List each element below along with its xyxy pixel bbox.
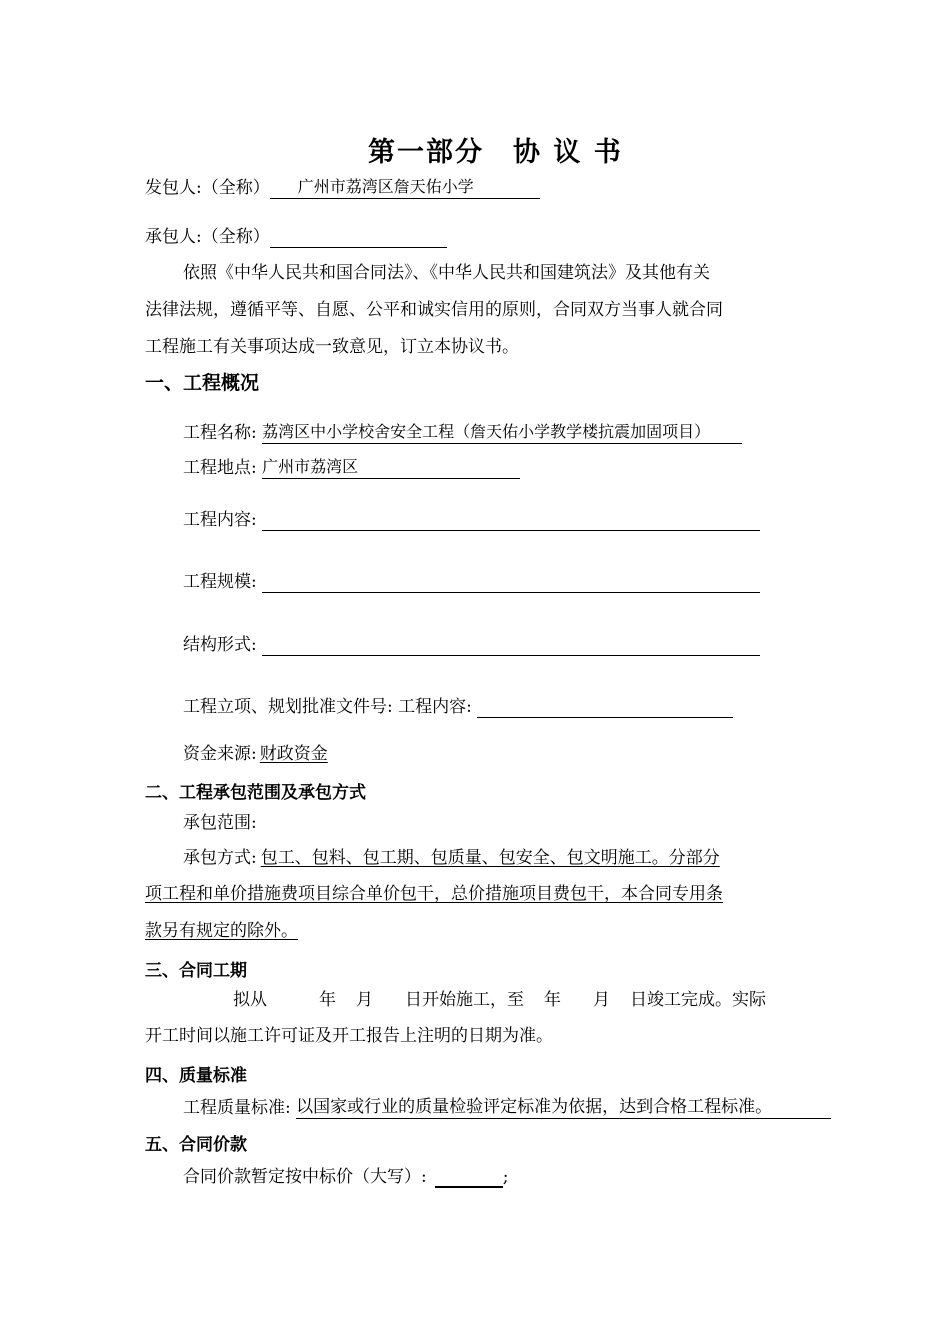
project-location-field[interactable] [262,456,520,479]
price-label: 合同价款暂定按中标价（大写）: [183,1167,427,1187]
section1-heading: 一、工程概况 [145,372,260,394]
price-end: ; [502,1167,509,1187]
term-start-label: 日开始施工，至 [405,990,524,1010]
page-title: 第一部分 协 议 书 [368,137,623,168]
term-year2-label: 年 [544,990,561,1010]
mode-label: 承包方式: [183,848,257,868]
project-scale-line [183,570,760,593]
project-name-line [183,421,742,444]
project-name-field[interactable] [262,421,742,444]
structure-field[interactable] [262,633,760,656]
quality-label: 工程质量标准: [183,1098,291,1118]
section2-heading: 二、工程承包范围及承包方式 [145,783,366,803]
employer-value: 广州市荔湾区詹天佑小学 [297,177,474,196]
structure-line [183,633,760,656]
approval-label: 工程立项、规划批准文件号: 工程内容: [183,697,472,717]
term-end-label: 日竣工完成。实际 [630,990,766,1010]
term-year-label: 年 [319,990,336,1010]
section4-heading: 四、质量标准 [145,1066,247,1086]
term-month2-label: 月 [593,990,610,1010]
scope-label: 承包范围: [183,813,257,833]
term-line-1 [233,989,766,1011]
project-location-line [183,456,520,479]
quality-line [183,1096,831,1119]
contractor-label: 承包人:（全称） [145,227,270,247]
contractor-line [145,225,447,248]
section3-heading: 三、合同工期 [145,961,247,981]
project-name-label: 工程名称: [183,423,257,443]
employer-line [145,176,540,199]
mode-text-2: 项工程和单价措施费项目综合单价包干，总价措施项目费包干，本合同专用条 [145,884,723,904]
term-month-label: 月 [356,990,373,1010]
contractor-field[interactable] [270,225,447,248]
intro-line-2: 法律法规，遵循平等、自愿、公平和诚实信用的原则，合同双方当事人就合同 [145,300,723,320]
project-location-label: 工程地点: [183,458,257,478]
employer-label: 发包人:（全称） [145,178,270,198]
employer-field[interactable] [270,176,540,199]
mode-text-1: 包工、包料、包工期、包质量、包安全、包文明施工。分部分 [260,848,720,868]
term-from-label: 拟从 [233,990,267,1010]
funding-line [183,743,328,765]
mode-text-3: 款另有规定的除外。 [145,921,298,941]
project-scale-field[interactable] [262,570,760,593]
funding-label: 资金来源: [183,744,257,764]
project-content-label: 工程内容: [183,510,257,530]
approval-line [183,695,733,718]
project-content-line [183,508,760,531]
project-location-value: 广州市荔湾区 [262,457,359,476]
project-name-value: 荔湾区中小学校舍安全工程（詹天佑小学教学楼抗震加固项目） [262,422,711,441]
price-field[interactable] [435,1164,503,1188]
approval-field[interactable] [477,695,733,718]
project-scale-label: 工程规模: [183,572,257,592]
price-line [183,1164,508,1188]
quality-field[interactable] [296,1096,831,1119]
quality-value: 以国家或行业的质量检验评定标准为依据，达到合格工程标准。 [296,1097,773,1117]
structure-label: 结构形式: [183,635,257,655]
term-line-2: 开工时间以施工许可证及开工报告上注明的日期为准。 [145,1026,553,1046]
funding-value: 财政资金 [259,744,328,764]
section5-heading: 五、合同价款 [145,1135,247,1155]
intro-line-1: 依照《中华人民共和国合同法》、《中华人民共和国建筑法》及其他有关 [183,263,710,283]
project-content-field[interactable] [262,508,760,531]
intro-line-3: 工程施工有关事项达成一致意见，订立本协议书。 [145,337,519,357]
mode-line-1 [183,847,720,869]
